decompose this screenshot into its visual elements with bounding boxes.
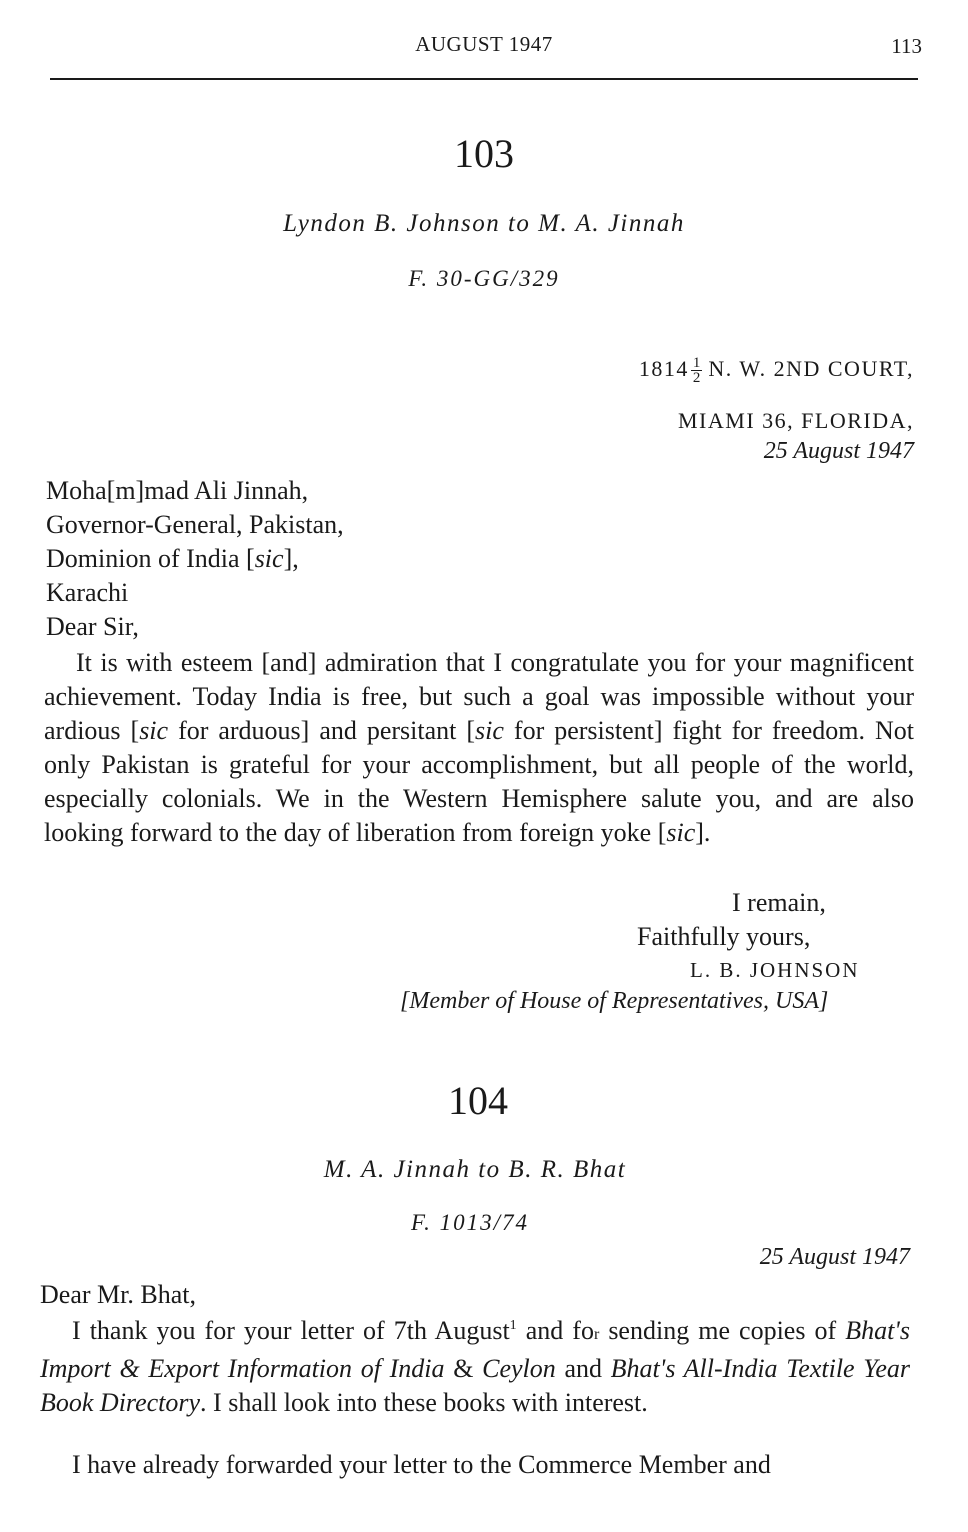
recipient-block: [46, 474, 344, 644]
letter-body-104: I thank you for your letter of 7th August$^1$ and for sending me copies of Bhat's Import & Export Information of India & Ceylon and Bhat's All-India Textile Year Book Directory. I shall look into these books with interest.: [40, 1316, 910, 1417]
document-heading-104: M. A. Jinnah to B. R. Bhat: [323, 1156, 627, 1183]
letter-body-103: It is with esteem [and] admiration that I congratulate you for your magnificent achievement. Today India is free, but such a goal was impossible without your ardious [sic for arduous] and persitant [sic for persistent] fight for freedom. Not only Pakistan is grateful for your accomplishment, but all people of the world, especially colonials. We in the Western Hemisphere salute you, and are also looking forward to the day of liberation from foreign yoke [sic].: [44, 648, 914, 847]
sender-address-street: [639, 356, 914, 385]
document-heading-103: Lyndon B. Johnson to M. A. Jinnah: [283, 210, 685, 237]
street-fraction: $\frac{1}{2}$: [692, 355, 701, 387]
salutation-104: Dear Mr. Bhat,: [40, 1280, 196, 1309]
recipient-dominion: Dominion of India [sic],: [46, 544, 299, 573]
document-number-103: 103: [454, 131, 514, 176]
street-number: 1814: [638, 356, 689, 381]
street-name: N. W. 2ND COURT,: [708, 356, 914, 381]
header-rule: [50, 78, 918, 80]
signature-name: L. B. JOHNSON: [690, 958, 860, 982]
signatory-designation: [Member of House of Representatives, USA]: [400, 988, 829, 1014]
page-number: 113: [891, 34, 922, 58]
letter-body-104-paragraph-2: I have already forwarded your letter to the Commerce Member and: [72, 1450, 771, 1479]
letter-date-104: 25 August 1947: [759, 1244, 910, 1270]
file-reference-104: F. 1013/74: [411, 1210, 529, 1235]
file-reference-103: F. 30-GG/329: [408, 266, 560, 291]
recipient-name: Moha[m]mad Ali Jinnah,: [46, 476, 309, 505]
salutation-103: Dear Sir,: [46, 612, 139, 641]
valediction: Faithfully yours,: [637, 922, 811, 951]
document-number-104: 104: [448, 1078, 508, 1123]
sender-address-city: MIAMI 36, FLORIDA,: [678, 408, 914, 433]
footnote-marker: 1: [509, 1318, 517, 1333]
recipient-title: Governor-General, Pakistan,: [46, 510, 344, 539]
recipient-city: Karachi: [46, 578, 129, 607]
letter-date-103: 25 August 1947: [763, 438, 914, 464]
running-head-title: AUGUST 1947: [415, 32, 553, 56]
closing-phrase: I remain,: [732, 888, 826, 917]
